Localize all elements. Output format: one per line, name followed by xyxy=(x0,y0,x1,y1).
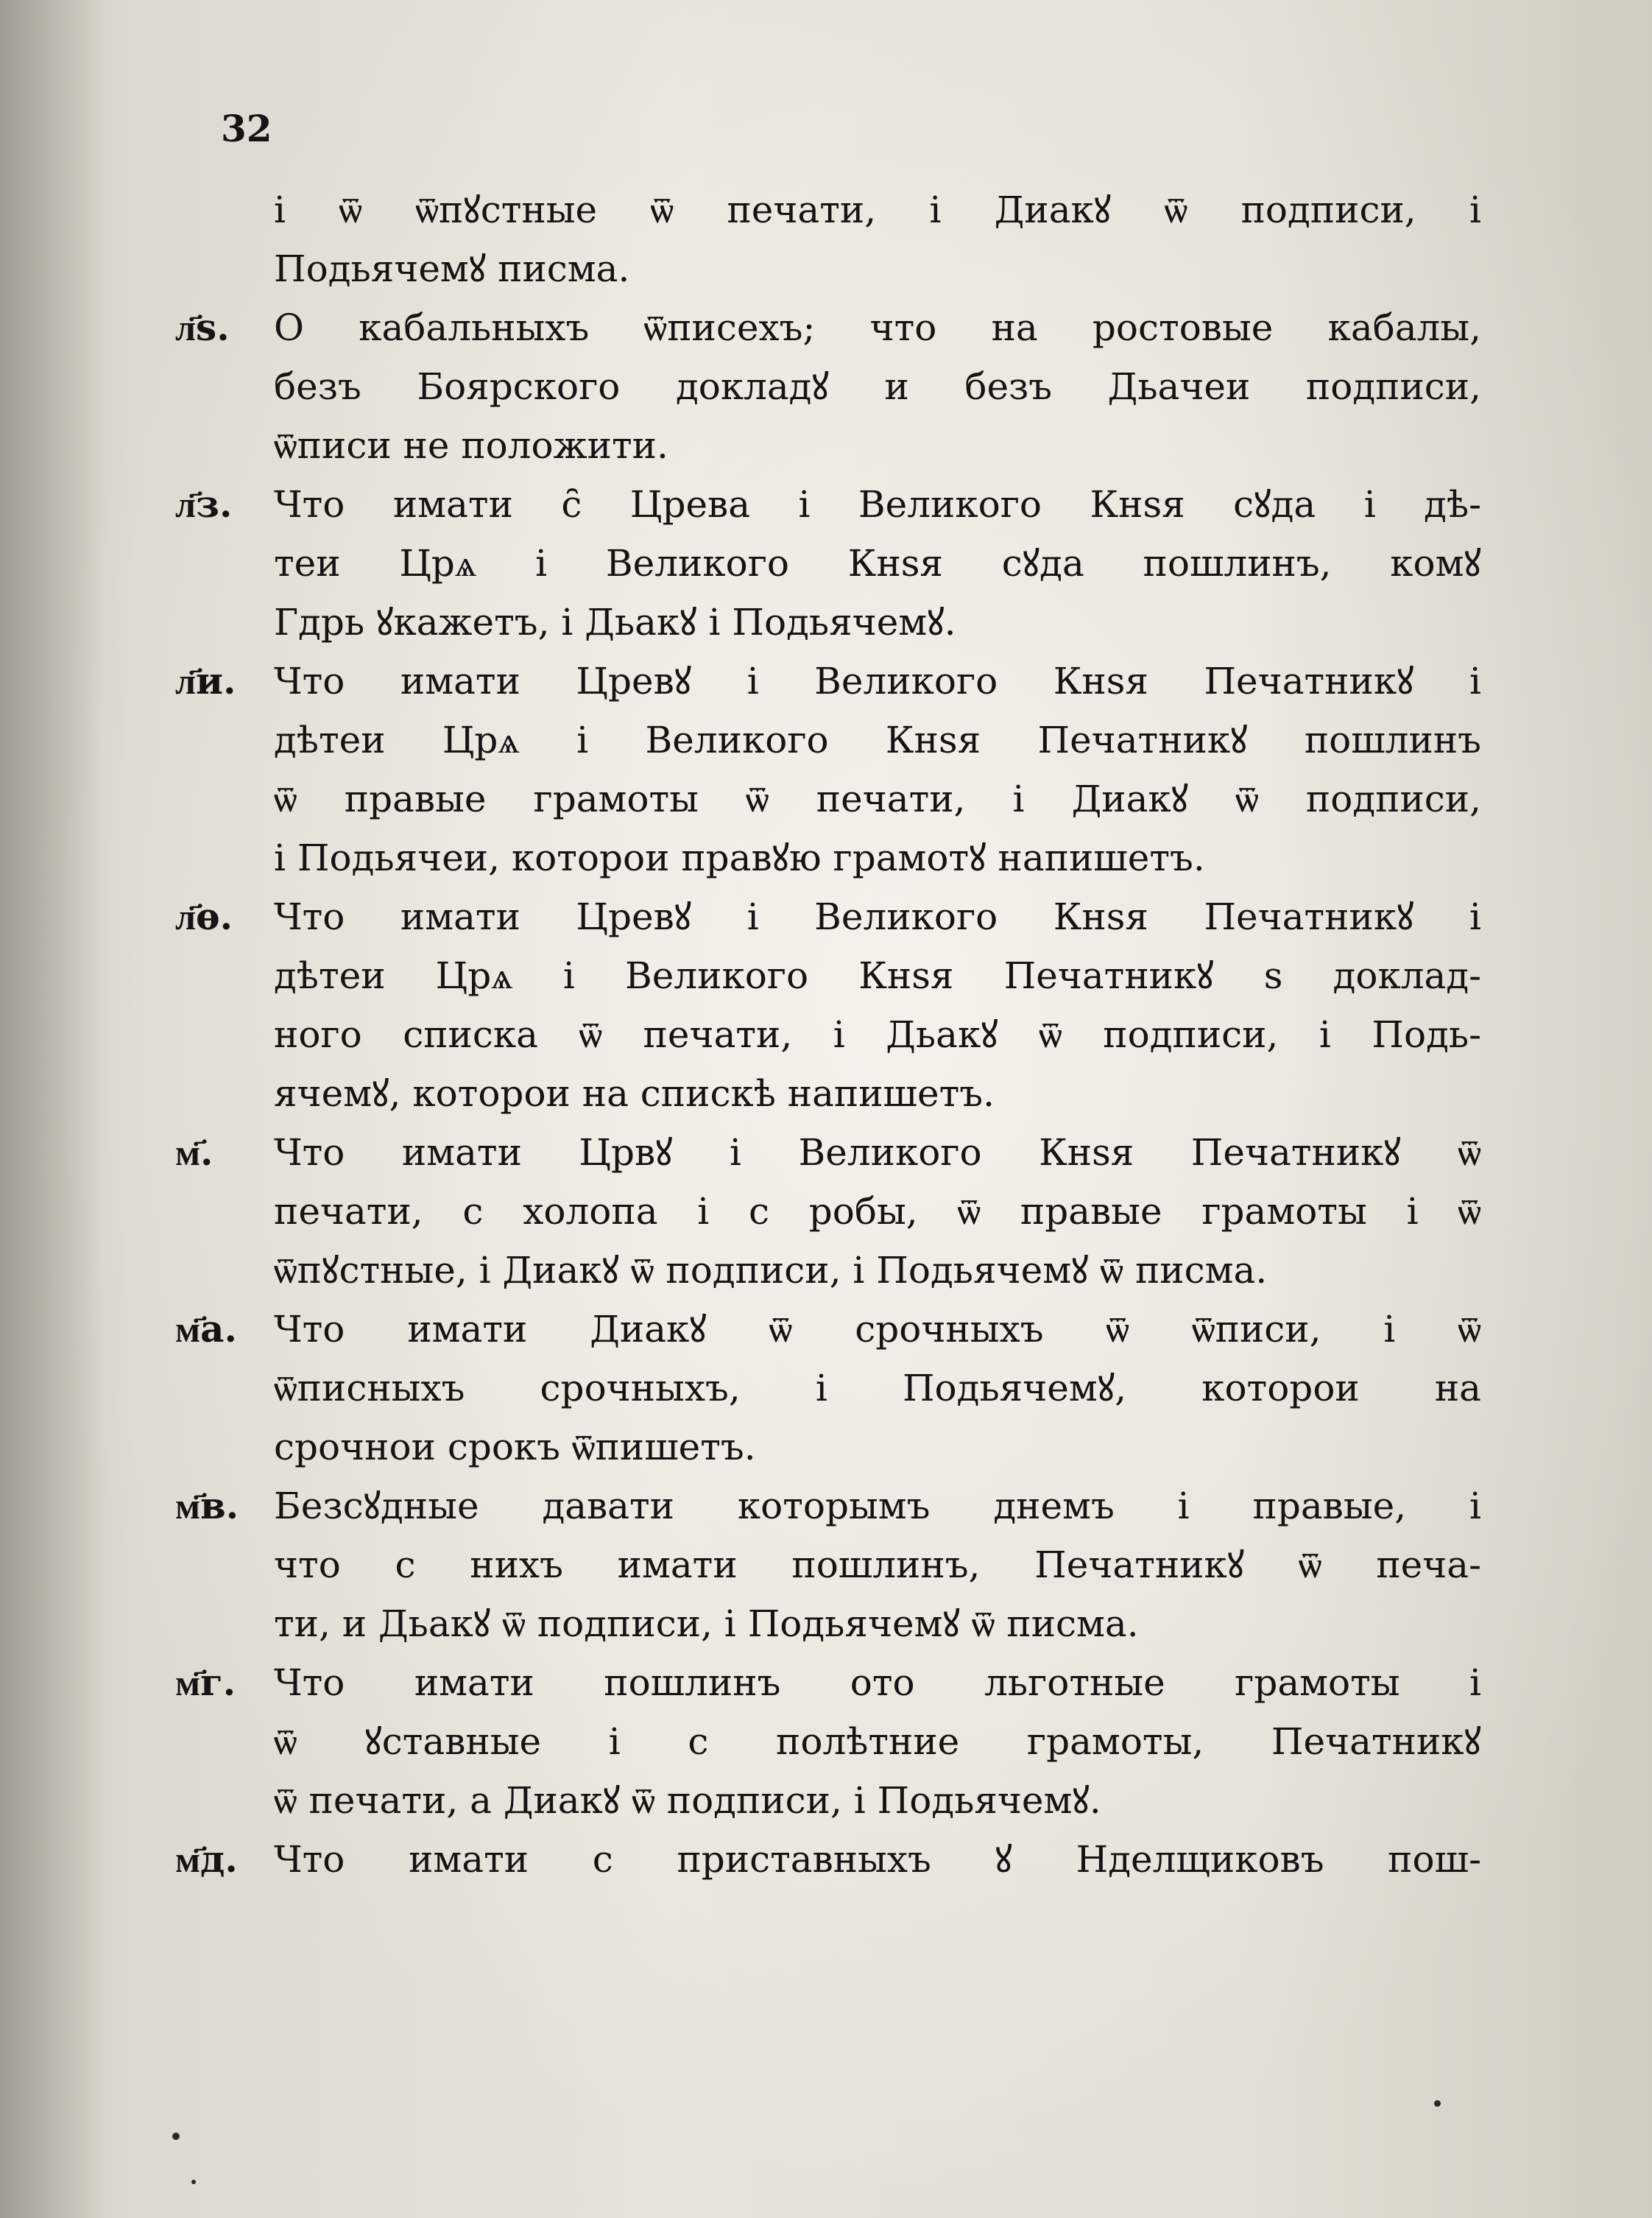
ink-speck xyxy=(191,2180,196,2184)
text-line: ѿ правые грамоты ѿ печати, і Диакꙋ ѿ подписи, xyxy=(274,778,1481,820)
text-line: ного списка ѿ печати, і Дьакꙋ ѿ подписи, і Подь- xyxy=(274,1013,1481,1056)
text-line: дѣтеи Црѧ і Великого Кнѕя Печатникꙋ ѕ доклад- xyxy=(274,954,1481,997)
entry-text xyxy=(274,1476,1481,1653)
text-line: дѣтеи Црѧ і Великого Кнѕя Печатникꙋ пошлинъ xyxy=(274,719,1481,761)
text-line: Что имати Црвꙋ і Великого Кнѕя Печатникꙋ ѿ xyxy=(274,1131,1481,1174)
text-line: Что имати пошлинъ ото льготные грамоты і xyxy=(274,1661,1481,1704)
entry-text xyxy=(274,298,1481,475)
entry-numeral: м҃а. xyxy=(175,1307,237,1351)
entry-text xyxy=(274,1123,1481,1300)
entry-numeral: м҃г. xyxy=(175,1661,236,1704)
text-line: ѿписи не положити. xyxy=(274,424,668,467)
entry-text xyxy=(274,180,1481,298)
text-line: срочнои срокъ ѿпишетъ. xyxy=(274,1426,756,1468)
entry-text xyxy=(274,1830,1481,1889)
text-line: О кабальныхъ ѿписехъ; что на ростовые кабалы, xyxy=(274,306,1481,349)
entry-text xyxy=(274,1300,1481,1476)
entry-text xyxy=(274,475,1481,652)
entry-numeral: м҃в. xyxy=(175,1484,239,1527)
entry-text xyxy=(274,652,1481,887)
page-number: 32 xyxy=(221,107,272,150)
text-line: ѿ ꙋставные і с полѣтние грамоты, Печатникꙋ xyxy=(274,1720,1481,1763)
text-line: і Подьячеи, которои правꙋю грамотꙋ напишетъ. xyxy=(274,837,1205,879)
text-line: Что имати Диакꙋ ѿ срочныхъ ѿ ѿписи, і ѿ xyxy=(274,1308,1481,1351)
entry-numeral: л҃з. xyxy=(175,482,233,526)
entry-6 xyxy=(0,1300,1652,1476)
entry-9 xyxy=(0,1830,1652,1889)
text-line: Что имати с̑ Црева і Великого Кнѕя сꙋда і дѣ- xyxy=(274,483,1481,526)
entry-numeral: л҃ѳ. xyxy=(175,895,233,938)
entry-4 xyxy=(0,887,1652,1123)
text-line: ячемꙋ, которои на спискѣ напишетъ. xyxy=(274,1072,995,1115)
entry-3 xyxy=(0,652,1652,887)
entry-1 xyxy=(0,298,1652,475)
text-line: безъ Боярского докладꙋ и безъ Дьачеи подписи, xyxy=(274,365,1481,408)
entry-5 xyxy=(0,1123,1652,1300)
entry-8 xyxy=(0,1653,1652,1830)
entry-text xyxy=(274,1653,1481,1830)
text-line: печати, с холопа і с робы, ѿ правые грамоты і ѿ xyxy=(274,1190,1481,1233)
text-line: ти, и Дьакꙋ ѿ подписи, і Подьячемꙋ ѿ писма. xyxy=(274,1602,1139,1645)
text-line: что с нихъ имати пошлинъ, Печатникꙋ ѿ печа- xyxy=(274,1543,1481,1586)
text-line: теи Црѧ і Великого Кнѕя сꙋда пошлинъ, комꙋ xyxy=(274,542,1481,585)
entry-list xyxy=(0,180,1652,1889)
ink-speck xyxy=(1434,2100,1441,2107)
entry-text xyxy=(274,887,1481,1123)
text-line: ѿписныхъ срочныхъ, і Подьячемꙋ, которои на xyxy=(274,1367,1481,1409)
entry-numeral: л҃и. xyxy=(175,659,236,703)
entry-0 xyxy=(0,180,1652,298)
entry-numeral: л҃ѕ. xyxy=(175,306,230,349)
text-line: і ѿ ѿпꙋстные ѿ печати, і Диакꙋ ѿ подписи, і xyxy=(274,189,1481,231)
entry-numeral: м҃. xyxy=(175,1130,213,1174)
entry-2 xyxy=(0,475,1652,652)
entry-7 xyxy=(0,1476,1652,1653)
text-line: Что имати Цревꙋ і Великого Кнѕя Печатникꙋ і xyxy=(274,895,1481,938)
text-line: Что имати Цревꙋ і Великого Кнѕя Печатникꙋ і xyxy=(274,660,1481,703)
text-line: Безсꙋдные давати которымъ днемъ і правые, і xyxy=(274,1485,1481,1527)
text-line: ѿпꙋстные, і Диакꙋ ѿ подписи, і Подьячемꙋ ѿ писма. xyxy=(274,1249,1268,1292)
text-line: ѿ печати, а Диакꙋ ѿ подписи, і Подьячемꙋ. xyxy=(274,1779,1101,1822)
text-line: Подьячемꙋ писма. xyxy=(274,247,630,290)
text-line: Что имати с приставныхъ ꙋ Нделщиковъ пош- xyxy=(274,1838,1481,1881)
entry-numeral: м҃д. xyxy=(175,1837,238,1881)
ink-speck xyxy=(172,2133,180,2140)
text-line: Гдрь ꙋкажетъ, і Дьакꙋ і Подьячемꙋ. xyxy=(274,601,956,644)
